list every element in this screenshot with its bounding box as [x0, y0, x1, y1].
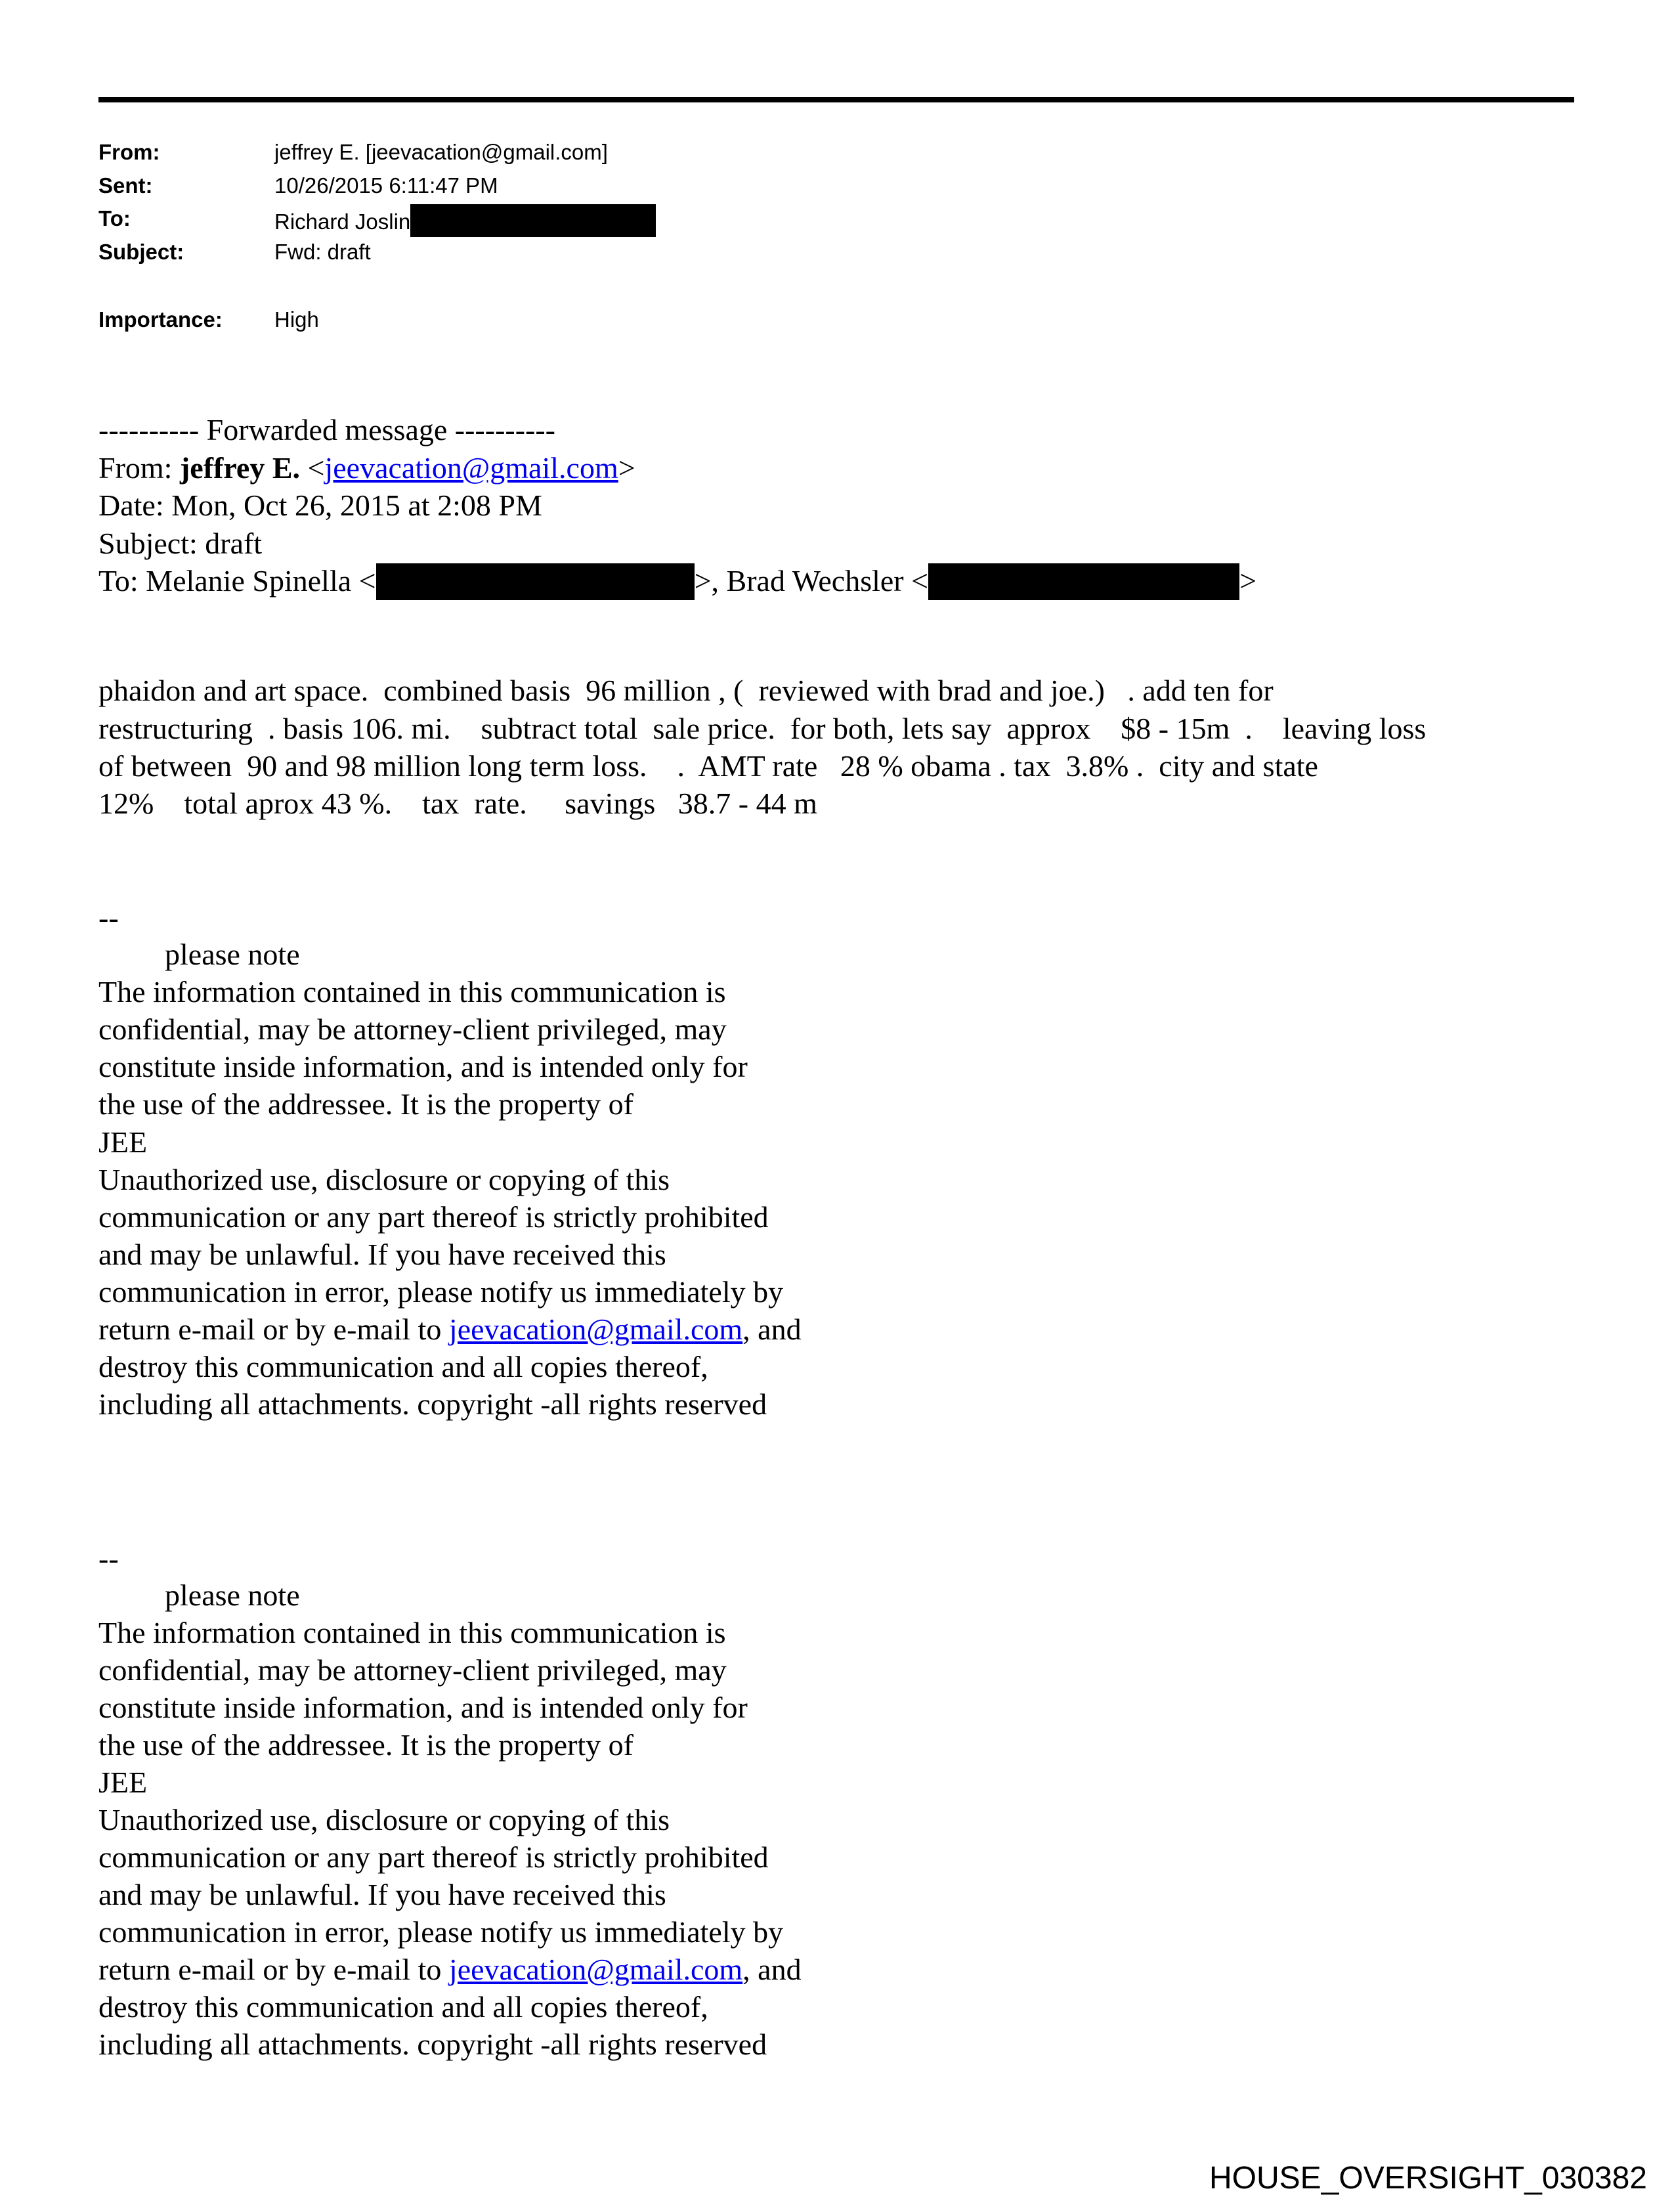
header-rule — [98, 97, 1574, 102]
from-label: From: — [98, 140, 160, 164]
signature-email-link[interactable]: jeevacation@gmail.com — [448, 1953, 743, 1986]
signature-line: confidential, may be attorney-client privileged, may — [98, 1653, 727, 1687]
body-line: 12% total aprox 43 %. tax rate. savings 38.7 - 44 m — [98, 787, 817, 820]
signature-line: the use of the addressee. It is the property of — [98, 1087, 633, 1121]
signature-line: Unauthorized use, disclosure or copying of this — [98, 1803, 670, 1836]
signature-line: JEE — [98, 1125, 148, 1159]
return-suffix: , and — [742, 1953, 802, 1986]
forward-date: Date: Mon, Oct 26, 2015 at 2:08 PM — [98, 488, 542, 522]
forward-from — [98, 449, 635, 487]
forward-from-email-link[interactable]: jeevacation@gmail.com — [324, 451, 618, 485]
signature-line: communication in error, please notify us immediately by — [98, 1915, 784, 1949]
signature-line: confidential, may be attorney-client privileged, may — [98, 1012, 727, 1046]
signature-line: destroy this communication and all copies thereof, — [98, 1990, 708, 2024]
subject-label: Subject: — [98, 240, 184, 264]
subject-value: Fwd: draft — [274, 240, 371, 264]
body-line: of between 90 and 98 million long term loss. . AMT rate 28 % obama . tax 3.8% . city and state — [98, 749, 1318, 783]
signature-note: please note — [165, 1578, 300, 1612]
forward-separator: ---------- Forwarded message ---------- — [98, 413, 555, 446]
body-line: restructuring . basis 106. mi. subtract total sale price. for both, lets say approx $8 - 15m . leaving loss — [98, 712, 1427, 745]
signature-dash: -- — [98, 901, 119, 934]
redaction-box — [410, 204, 656, 237]
forward-subject: Subject: draft — [98, 527, 263, 560]
signature-line — [98, 1311, 802, 1348]
signature-line: communication in error, please notify us immediately by — [98, 1275, 784, 1309]
signature-email-link[interactable]: jeevacation@gmail.com — [448, 1312, 743, 1346]
signature-line: and may be unlawful. If you have received this — [98, 1238, 666, 1271]
to-value — [274, 204, 656, 237]
to-label: To: — [98, 206, 131, 230]
forward-to-prefix: To: Melanie Spinella < — [98, 564, 376, 597]
signature-line: including all attachments. copyright -all rights reserved — [98, 2028, 767, 2061]
signature-line — [98, 1951, 802, 1988]
signature-line: the use of the addressee. It is the property of — [98, 1728, 633, 1762]
importance-value: High — [274, 307, 319, 332]
sent-value: 10/26/2015 6:11:47 PM — [274, 173, 498, 198]
forward-to-end: > — [1239, 564, 1257, 597]
gt: > — [618, 451, 635, 485]
forward-to-mid: >, Brad Wechsler < — [694, 564, 929, 597]
signature-dash: -- — [98, 1542, 119, 1575]
signature-line: communication or any part thereof is strictly prohibited — [98, 1840, 769, 1874]
body-line: phaidon and art space. combined basis 96 million , ( reviewed with brad and joe.) . add ten for — [98, 674, 1274, 707]
sent-label: Sent: — [98, 173, 153, 198]
from-value: jeffrey E. [jeevacation@gmail.com] — [274, 140, 608, 164]
signature-line: including all attachments. copyright -all rights reserved — [98, 1387, 767, 1421]
redaction-box — [928, 563, 1239, 600]
signature-line: The information contained in this communication is — [98, 975, 726, 1008]
signature-line: and may be unlawful. If you have received this — [98, 1878, 666, 1911]
return-prefix: return e-mail or by e-mail to — [98, 1312, 449, 1346]
return-prefix: return e-mail or by e-mail to — [98, 1953, 449, 1986]
lt: < — [300, 451, 325, 485]
signature-line: The information contained in this communication is — [98, 1616, 726, 1649]
forward-from-name: jeffrey E. — [179, 451, 301, 485]
signature-line: communication or any part thereof is strictly prohibited — [98, 1200, 769, 1234]
signature-line: Unauthorized use, disclosure or copying of this — [98, 1163, 670, 1196]
signature-line: constitute inside information, and is intended only for — [98, 1050, 748, 1083]
return-suffix: , and — [742, 1312, 802, 1346]
redaction-box — [376, 563, 695, 600]
signature-note: please note — [165, 938, 300, 971]
signature-line: destroy this communication and all copies thereof, — [98, 1350, 708, 1383]
bates-number: HOUSE_OVERSIGHT_030382 — [1209, 2161, 1647, 2196]
forward-to — [98, 562, 1256, 600]
signature-line: JEE — [98, 1766, 148, 1799]
signature-line: constitute inside information, and is intended only for — [98, 1691, 748, 1724]
forward-from-prefix: From: — [98, 451, 180, 485]
to-value-text: Richard Joslin — [274, 209, 411, 234]
importance-label: Importance: — [98, 307, 223, 332]
